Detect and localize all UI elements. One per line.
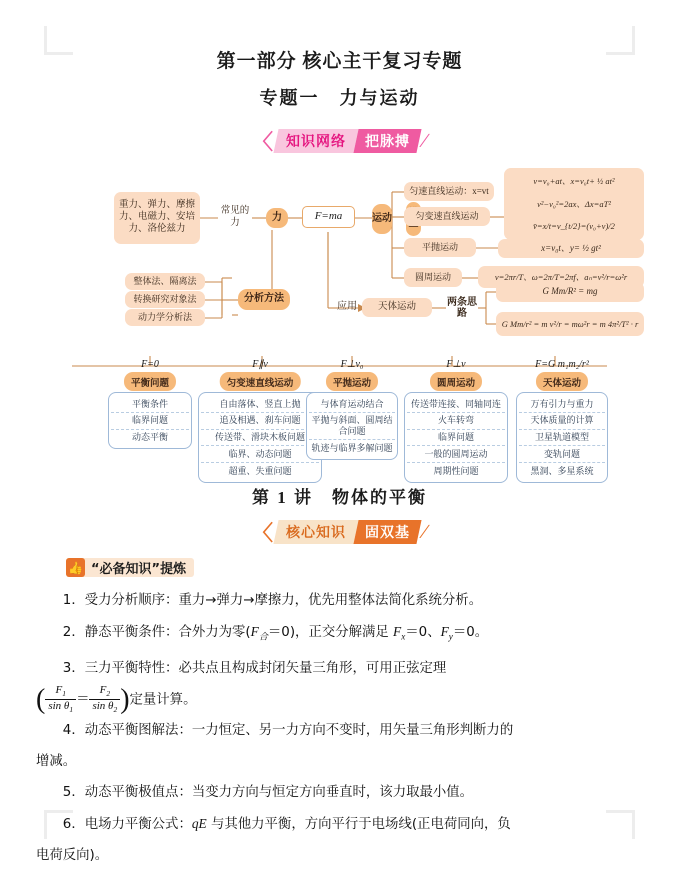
list-item: 平抛与斜面、圆周结合问题 xyxy=(309,413,395,441)
group-item-list xyxy=(306,392,398,460)
group-item-list xyxy=(404,392,508,483)
node-model-circular: 圆周运动 xyxy=(404,268,462,287)
node-analysis-item-2: 动力学分析法 xyxy=(125,309,205,326)
lesson-title: 第 1 讲 物体的平衡 xyxy=(252,488,427,507)
point-3-formula: ( $\frac{F_1}{\sin \theta_1}$ ＝ $\frac{F_2}{\sin \theta_2}$ ) 定量计算。 xyxy=(36,683,197,715)
banner-sub-label: 把脉搏 xyxy=(354,129,422,153)
list-item: 动态平衡 xyxy=(131,432,168,443)
node-newton-second-law: F=ma xyxy=(302,206,355,228)
knowledge-network-banner xyxy=(0,128,679,154)
banner-main-label: 知识网络 xyxy=(274,129,359,153)
banner-main-label: 核心知识 xyxy=(274,520,359,544)
node-model-uniform: 匀速直线运动：x=vt xyxy=(404,182,494,201)
list-item: 与体育运动结合 xyxy=(309,396,395,413)
node-model-projectile: 平抛运动 xyxy=(404,238,476,257)
banner-chevron-icon: 〈 xyxy=(252,521,274,545)
mind-map xyxy=(0,160,679,475)
formula-box-projectile: x=v₀t、y= ½ gt² xyxy=(498,239,644,258)
list-item: 临界问题 xyxy=(407,430,505,447)
banner-slash-icon: ∕ xyxy=(423,129,427,152)
list-item: 临界问题 xyxy=(111,413,189,430)
part-title: 第一部分 核心主干复习专题 xyxy=(216,51,463,72)
list-item: 天体质量的计算 xyxy=(519,413,605,430)
essential-knowledge-label xyxy=(66,558,194,577)
group-title: 匀变速直线运动 xyxy=(220,372,301,391)
list-item: 卫星轨道模型 xyxy=(519,430,605,447)
group-item-list xyxy=(198,392,322,483)
list-item: 平衡条件 xyxy=(111,396,189,413)
point-2: 2．静态平衡条件：合外力为零$(F_合=0)$，正交分解满足 $F_x=0$、$F_y=0$。 xyxy=(62,624,489,642)
formula-uam-1: v=v₀+at、x=v₀t+ ½ at² xyxy=(533,176,615,187)
banner-sub-label: 固双基 xyxy=(354,520,422,544)
group-title: 平衡问题 xyxy=(124,372,176,391)
topic-title: 专题一 力与运动 xyxy=(259,88,420,108)
formula-box-gravity-1: G Mm/R² = mg xyxy=(496,282,644,302)
node-force: 力 xyxy=(266,208,288,228)
point-1: 1．受力分析顺序：重力→弹力→摩擦力，优先用整体法简化系统分析。 xyxy=(62,593,483,608)
formula-box-circular: v=2πr/T、ω=2π/T=2πf、aₙ=v²/r=ω²r xyxy=(478,266,644,288)
banner-chevron-icon: 〈 xyxy=(252,130,274,154)
list-item: 一般的圆周运动 xyxy=(407,446,505,463)
point-4: 4．动态平衡图解法：一力恒定、另一力方向不变时，用矢量三角形判断力的 xyxy=(62,723,514,739)
list-item: 传送带、滑块木板问题 xyxy=(201,430,319,447)
node-force-types: 重力、弹力、摩擦力、电磁力、安培力、洛伦兹力 xyxy=(114,192,200,244)
group-condition: F∥v xyxy=(252,359,268,370)
list-item: 超重、失重问题 xyxy=(228,465,292,476)
node-common-forces: 常见的力 xyxy=(220,206,250,228)
group-title: 天体运动 xyxy=(536,372,588,391)
list-item: 自由落体、竖直上抛 xyxy=(201,396,319,413)
group-item-list xyxy=(108,392,192,449)
node-motion: 运动 xyxy=(372,204,392,234)
group-condition: F⊥v₀ xyxy=(340,359,364,370)
formula-uam-2: v²−v₀²=2ax、Δx=aT² xyxy=(537,198,611,209)
formula-box-gravity-2: G Mm/r² = m v²/r = mω²r = m 4π²/T² · r xyxy=(496,312,644,336)
list-item: 变轨问题 xyxy=(519,446,605,463)
banner-slash-icon: ∕ xyxy=(423,520,427,543)
list-item: 火车转弯 xyxy=(407,413,505,430)
group-item-list xyxy=(516,392,608,483)
point-6: 6．电场力平衡公式：qE 与其他力平衡，方向平行于电场线(正电荷同向，负 xyxy=(62,816,511,833)
formula-uam-3: v̄=x/t=v_{t/2}=(v₀+v)/2 xyxy=(533,221,615,232)
thumbs-up-icon: 👍 xyxy=(66,558,85,577)
node-analysis-item-1: 转换研究对象法 xyxy=(125,291,205,308)
core-knowledge-banner xyxy=(0,519,679,545)
list-item: 传送带连接、同轴同连 xyxy=(407,396,505,413)
group-title: 圆周运动 xyxy=(430,372,482,391)
list-item: 临界、动态问题 xyxy=(201,446,319,463)
group-condition: F=0 xyxy=(141,359,159,370)
list-item: 轨迹与临界多解问题 xyxy=(311,442,393,453)
knowledge-points xyxy=(36,585,644,871)
node-application: 应用 xyxy=(337,300,357,312)
node-model-uniform-accel: 匀变速直线运动 xyxy=(404,207,490,226)
point-4-cont: 增减。 xyxy=(36,754,77,770)
point-6-cont: 电荷反向)。 xyxy=(36,848,109,864)
group-condition: F⊥v xyxy=(446,359,466,370)
group-condition: F=G m₁m₂/r² xyxy=(535,359,589,370)
node-analysis-methods: 分析方法 xyxy=(238,289,290,310)
formula-box-uniform-accel xyxy=(504,168,644,240)
list-item: 追及相遇、刹车问题 xyxy=(201,413,319,430)
point-3: 3．三力平衡特性：必共点且构成封闭矢量三角形，可用正弦定理 xyxy=(62,660,447,676)
node-analysis-item-0: 整体法、隔离法 xyxy=(125,273,205,290)
group-title: 平抛运动 xyxy=(326,372,378,391)
node-two-ideas: 两条思路 xyxy=(447,296,477,319)
essential-knowledge-text: “必备知识”提炼 xyxy=(91,562,187,577)
list-item: 万有引力与重力 xyxy=(519,396,605,413)
list-item: 黑洞、多星系统 xyxy=(530,465,594,476)
point-5: 5．动态平衡极值点：当变力方向与恒定方向垂直时，该力取最小值。 xyxy=(62,785,474,801)
node-celestial-motion: 天体运动 xyxy=(362,298,432,317)
list-item: 周期性问题 xyxy=(433,465,479,476)
